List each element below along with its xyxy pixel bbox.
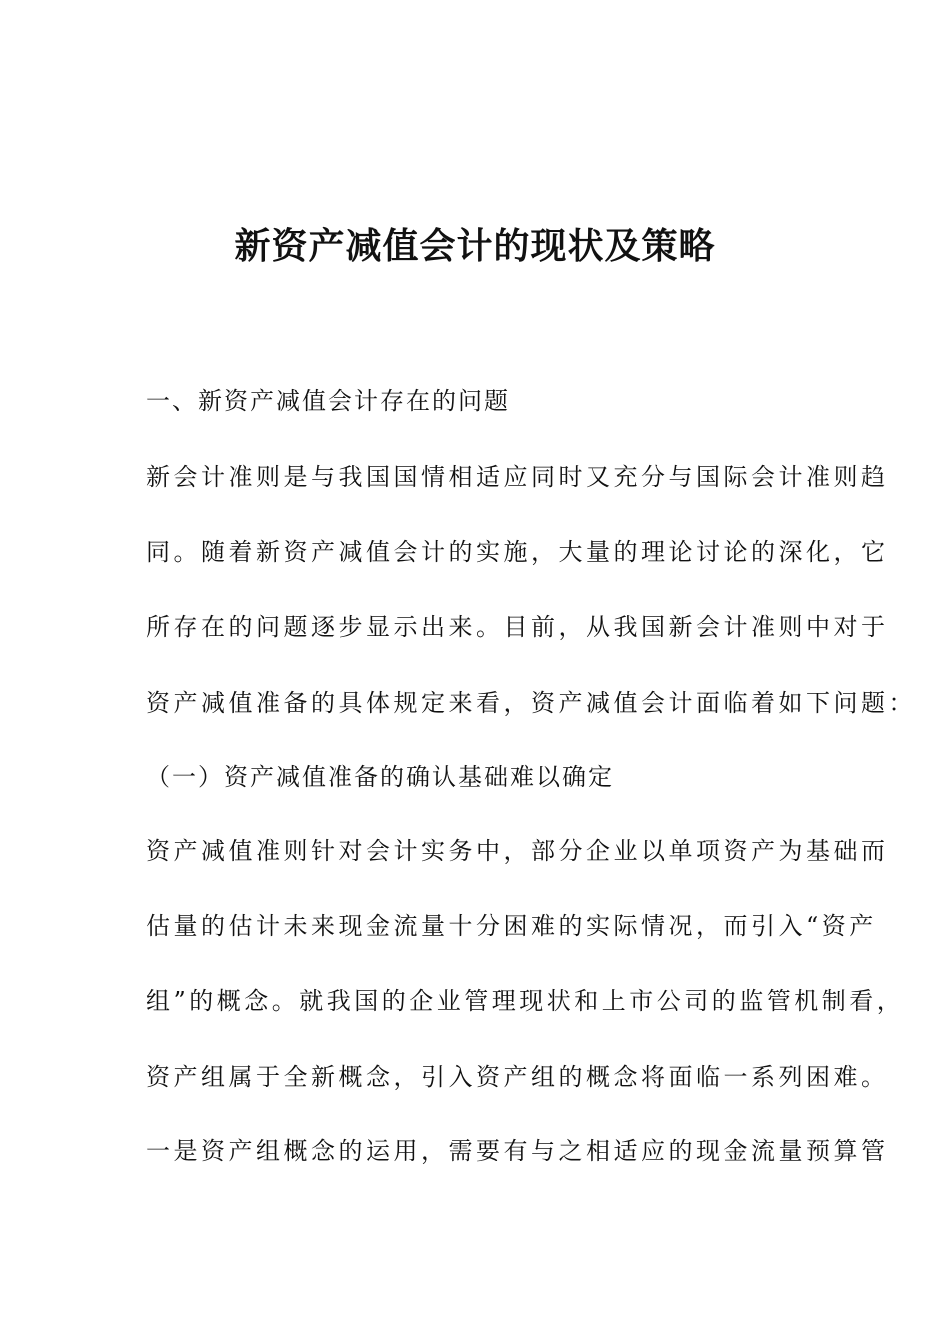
- paragraph-line: 组”的概念。就我国的企业管理现状和上市公司的监管机制看，: [146, 987, 905, 1015]
- paragraph-line: 一是资产组概念的运用，需要有与之相适应的现金流量预算管: [146, 1137, 889, 1165]
- paragraph-line: 资产减值准则针对会计实务中，部分企业以单项资产为基础而: [146, 837, 889, 865]
- paragraph-line: 所存在的问题逐步显示出来。目前，从我国新会计准则中对于: [146, 613, 889, 641]
- paragraph-line: 资产减值准备的具体规定来看，资产减值会计面临着如下问题：: [146, 689, 916, 717]
- paragraph-line: 新会计准则是与我国国情相适应同时又充分与国际会计准则趋: [146, 463, 889, 491]
- paragraph-line: 同。随着新资产减值会计的实施，大量的理论讨论的深化，它: [146, 538, 889, 566]
- section-heading: 一、新资产减值会计存在的问题: [146, 387, 510, 415]
- paragraph-line: 估量的估计未来现金流量十分困难的实际情况，而引入“资产: [146, 912, 877, 940]
- document-title: 新资产减值会计的现状及策略: [234, 226, 716, 267]
- paragraph-line: 资产组属于全新概念，引入资产组的概念将面临一系列困难。: [146, 1063, 889, 1091]
- subsection-heading: （一）资产减值准备的确认基础难以确定: [146, 763, 614, 791]
